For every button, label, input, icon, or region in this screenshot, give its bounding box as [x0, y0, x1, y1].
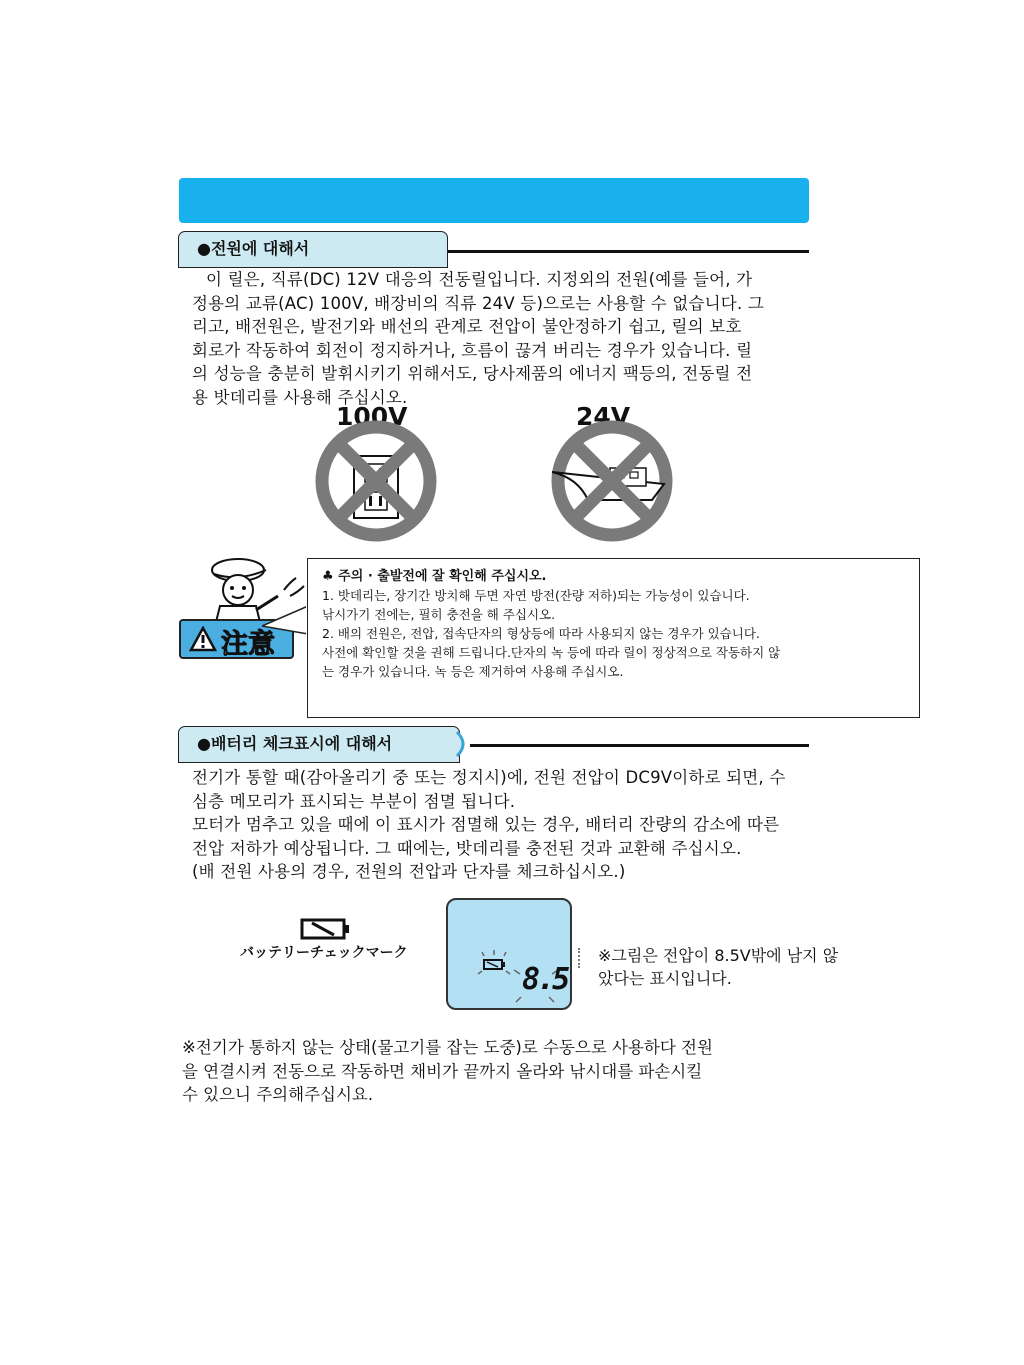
warning-triangle-icon [189, 626, 217, 652]
battery-paragraph [192, 766, 892, 884]
caution-badge-text: 注意 [221, 629, 275, 660]
battery-check-icon [300, 918, 350, 940]
heading-rule [448, 250, 809, 253]
text-line: 회로가 작동하여 회전이 정지하거나, 흐름이 끊겨 버리는 경우가 있습니다. 릴 [192, 340, 753, 360]
text-line: (배 전원 사용의 경우, 전원의 전압과 단자를 체크하십시오.) [192, 862, 626, 881]
text-line: 전기가 통할 때(감아올리기 중 또는 정지시)에, 전원 전압이 DC9V이하로 되면, 수 [192, 768, 786, 787]
lcd-note [598, 944, 898, 990]
text-line: 리고, 배전원은, 발전기와 배선의 관계로 전압이 불안정하기 쉽고, 릴의 보호 [192, 317, 742, 336]
footer-line: 수 있으니 주의해주십시요. [182, 1085, 374, 1104]
battery-mark-label: バッテリーチェックマーク [240, 945, 408, 961]
footer-line: 을 연결시켜 전동으로 작동하면 채비가 끝까지 올라와 낚시대를 파손시킬 [182, 1061, 703, 1081]
note-line: ※그림은 전압이 8.5V밖에 남지 않 [598, 946, 839, 965]
power-paragraph [192, 268, 872, 409]
text-line: 정용의 교류(AC) 100V, 배장비의 직류 24V 등)으로는 사용할 수 없습니다. 그 [192, 293, 764, 313]
tab-end-cap [455, 730, 471, 758]
footer-note [182, 1036, 842, 1107]
text-line: 이 릴은, 직류(DC) 12V 대응의 전동릴입니다. 지정외의 전원(예를 들어, 가 [206, 270, 753, 289]
text-line: 심층 메모리가 표시되는 부분이 점멸 됩니다. [192, 791, 516, 811]
caution-line: 사전에 확인할 것을 권해 드립니다.단자의 녹 등에 따라 릴이 정상적으로 작동하지 않 [322, 645, 781, 660]
wall-outlet-prohibited-icon [312, 420, 440, 542]
header-band [179, 178, 809, 223]
caution-line: 는 경우가 있습니다. 녹 등은 제거하여 사용해 주십시오. [322, 664, 624, 679]
section-heading-power: ●전원에 대해서 [178, 231, 448, 268]
text-line: 모터가 멈추고 있을 때에 이 표시가 점멸해 있는 경우, 배터리 잔량의 감소에 따른 [192, 815, 780, 834]
blinking-battery-icon [474, 950, 514, 978]
caution-title: ♣ 주의 · 출발전에 잘 확인해 주십시오. [322, 569, 547, 584]
lcd-reading: 8.5 [522, 962, 568, 997]
text-line: 용 밧데리를 사용해 주십시오. [192, 387, 408, 407]
heading-rule [470, 744, 809, 747]
lcd-display [446, 898, 572, 1010]
text-line: 의 성능을 충분히 발휘시키기 위해서도, 당사제품의 에너지 팩등의, 전동릴 전 [192, 364, 753, 383]
boat-prohibited-icon [548, 420, 676, 542]
caution-box [307, 558, 920, 718]
note-line: 았다는 표시입니다. [598, 969, 732, 988]
text-line: 전압 저하가 예상됩니다. 그 때에는, 밧데리를 충전된 것과 교환해 주십시오. [192, 838, 742, 858]
sign-label-100v: 100V [336, 402, 408, 431]
caution-line: 1. 밧데리는, 장기간 방치해 두면 자연 방전(잔량 저하)되는 가능성이 있습니다. [322, 588, 750, 603]
footer-line: ※전기가 통하지 않는 상태(물고기를 잡는 도중)로 수동으로 사용하다 전원 [182, 1038, 713, 1057]
speech-pointer [262, 600, 312, 640]
caution-line: 2. 배의 전원은, 전압, 접속단자의 형상등에 따라 사용되지 않는 경우가 있습니다. [322, 626, 760, 641]
sign-label-24v: 24V [576, 402, 631, 431]
section-heading-battery-check: ●배터리 체크표시에 대해서 [178, 726, 460, 763]
caution-line: 낚시가기 전에는, 필히 충전을 해 주십시오. [322, 607, 556, 622]
dotted-separator [578, 948, 586, 968]
